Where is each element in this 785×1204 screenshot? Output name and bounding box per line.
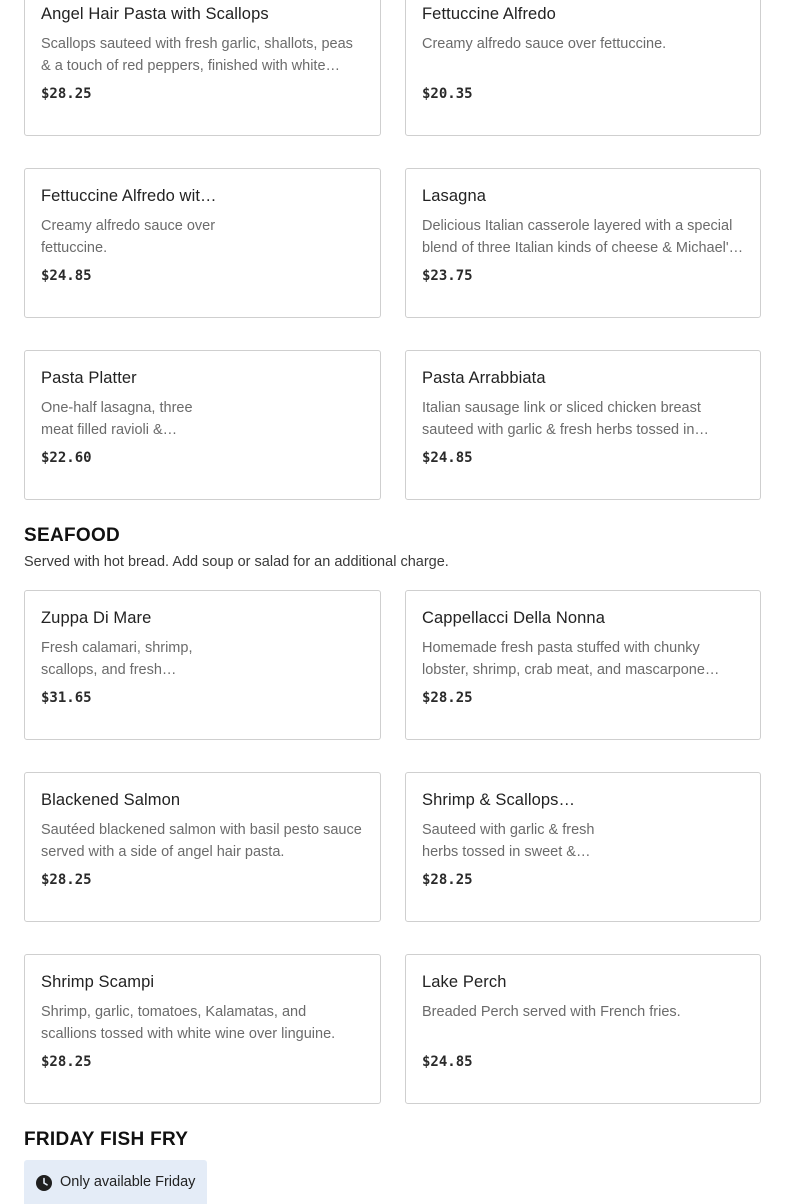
item-description: Creamy alfredo sauce over fettuccine. — [41, 218, 216, 256]
item-name: Lake Perch — [422, 973, 507, 991]
item-name: Shrimp Scampi — [41, 973, 155, 991]
availability-text: Only available Friday — [60, 1174, 196, 1190]
menu-item-card[interactable] — [24, 772, 381, 922]
item-description: Italian sausage link or sliced chicken breast sauteed with garlic & fresh herbs tossed in — [422, 400, 701, 438]
item-price: $28.25 — [41, 1054, 92, 1070]
item-name: Shrimp & Scallops… — [422, 791, 576, 809]
menu-item-card[interactable] — [405, 0, 761, 136]
item-price: $24.85 — [41, 268, 92, 284]
item-description: One-half lasagna, three meat filled ravioli &… — [41, 400, 193, 438]
item-description: Fresh calamari, shrimp, scallops, and fresh — [41, 640, 193, 678]
item-description: Breaded Perch served with French fries. — [422, 1004, 681, 1020]
item-price: $28.25 — [422, 690, 473, 706]
item-name: Fettuccine Alfredo — [422, 5, 556, 23]
section-subtitle-seafood: Served with hot bread. Add soup or salad for an additional charge. — [24, 554, 449, 570]
menu-item-card[interactable] — [405, 168, 761, 318]
item-name: Fettuccine Alfredo wit… — [41, 187, 217, 205]
item-price: $31.65 — [41, 690, 92, 706]
clock-icon — [36, 1175, 52, 1191]
item-description: Sautéed blackened salmon with basil pesto sauce served with a side of angel hair pasta. — [41, 822, 362, 860]
item-name: Lasagna — [422, 187, 487, 205]
item-price: $24.85 — [422, 450, 473, 466]
section-title-fish-fry: FRIDAY FISH FRY — [24, 1129, 189, 1150]
item-price: $24.85 — [422, 1054, 473, 1070]
item-name: Angel Hair Pasta with Scallops — [41, 5, 269, 23]
item-description: Creamy alfredo sauce over fettuccine. — [422, 36, 667, 52]
item-name: Pasta Arrabbiata — [422, 369, 546, 387]
menu-item-card[interactable] — [405, 350, 761, 500]
item-name: Pasta Platter — [41, 369, 137, 387]
menu-item-card[interactable] — [24, 350, 381, 500]
item-description: Sauteed with garlic & fresh herbs tossed in sweet &… — [422, 822, 595, 860]
item-description: Homemade fresh pasta stuffed with chunky lobster, shrimp, crab meat, and mascarpone… — [422, 640, 720, 678]
item-description: Delicious Italian casserole layered with a special blend of three Italian kinds of cheese & Michael'… — [422, 218, 744, 256]
section-title-seafood: SEAFOOD — [24, 525, 121, 546]
availability-badge — [24, 1160, 207, 1204]
item-description: Scallops sauteed with fresh garlic, shallots, peas & a touch of red peppers, finished with white — [41, 36, 353, 74]
item-name: Cappellacci Della Nonna — [422, 609, 605, 627]
item-name: Zuppa Di Mare — [41, 609, 152, 627]
menu-item-card[interactable] — [24, 954, 381, 1104]
item-price: $22.60 — [41, 450, 92, 466]
item-price: $28.25 — [41, 872, 92, 888]
menu-item-card[interactable] — [24, 168, 381, 318]
menu-item-card[interactable] — [405, 772, 761, 922]
item-price: $28.25 — [422, 872, 473, 888]
item-price: $23.75 — [422, 268, 473, 284]
item-price: $20.35 — [422, 86, 473, 102]
menu-item-card[interactable] — [24, 0, 381, 136]
menu-item-card[interactable] — [24, 590, 381, 740]
menu-item-card[interactable] — [405, 954, 761, 1104]
item-description: Shrimp, garlic, tomatoes, Kalamatas, and scallions tossed with white wine over linguine. — [41, 1004, 336, 1042]
menu-item-card[interactable] — [405, 590, 761, 740]
item-price: $28.25 — [41, 86, 92, 102]
item-name: Blackened Salmon — [41, 791, 181, 809]
